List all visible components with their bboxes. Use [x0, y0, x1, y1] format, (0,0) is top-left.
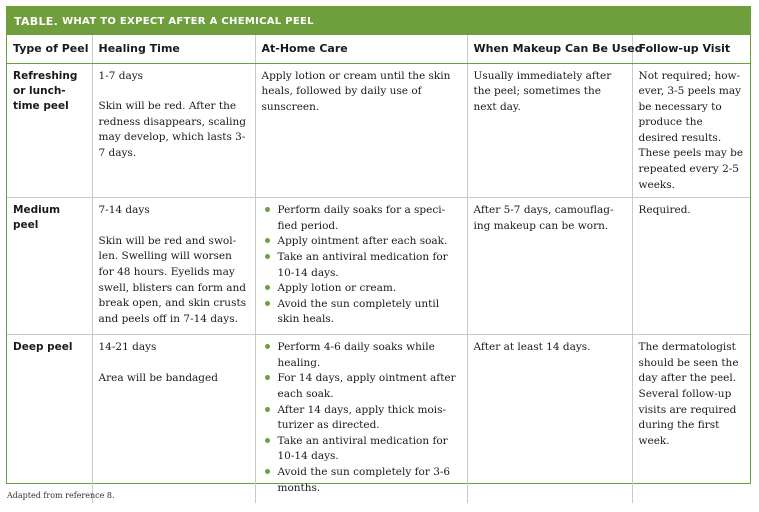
healing-cell	[92, 198, 255, 335]
care-list-item: Avoid the sun completely until skin heals.	[262, 297, 461, 328]
followup-cell: The dermatologist should be seen the day after the peel. Several follow-up visits are required during the first week.	[638, 341, 739, 447]
table-title-bar	[7, 7, 750, 35]
care-list-item: After 14 days, apply thick mois-turizer as directed.	[262, 403, 461, 434]
table-title-text: WHAT TO EXPECT AFTER A CHEMICAL PEEL	[62, 15, 314, 27]
care-list-item: For 14 days, apply ointment after each soak.	[262, 371, 461, 402]
table-frame	[6, 6, 751, 494]
healing-cell	[92, 335, 255, 503]
care-cell	[255, 198, 467, 335]
makeup-cell: After at least 14 days.	[467, 335, 632, 503]
care-list	[262, 203, 461, 328]
peel-type-cell: Medium peel	[7, 198, 92, 335]
healing-description: Area will be bandaged	[98, 371, 218, 384]
care-list-item: Apply ointment after each soak.	[262, 234, 461, 250]
followup-cell: Required.	[632, 198, 750, 335]
header-row	[7, 35, 750, 63]
footnote: Adapted from reference 8.	[7, 491, 115, 500]
peel-type-cell: Deep peel	[7, 335, 92, 503]
healing-duration: 1-7 days	[98, 69, 144, 82]
care-list-item: Take an antiviral medication for 10-14 days.	[262, 250, 461, 281]
healing-duration: 14-21 days	[98, 341, 157, 354]
peel-type-cell: Refreshing or lunch-time peel	[7, 63, 92, 198]
care-cell: Apply lotion or cream until the skin heals, followed by daily use of sunscreen.	[255, 63, 467, 198]
header-makeup: When Makeup Can Be Used	[467, 35, 632, 63]
care-list-item: Avoid the sun completely for 3-6 months.	[262, 465, 461, 496]
followup-cell: Not required; how-ever, 3-5 peels may be necessary to produce the desired results. These peels may be repeated every 2-5 weeks.	[632, 63, 750, 198]
makeup-cell: After 5-7 days, camouflag-ing makeup can be worn.	[467, 198, 632, 335]
table-title-label: TABLE.	[14, 14, 59, 28]
healing-cell	[92, 63, 255, 198]
care-list-item: Take an antiviral medication for 10-14 days.	[262, 434, 461, 465]
header-followup: Follow-up Visit	[632, 35, 750, 63]
care-cell	[255, 335, 467, 503]
care-list	[262, 340, 461, 496]
table-row	[7, 335, 750, 503]
care-list-item: Perform 4-6 daily soaks while healing.	[262, 340, 461, 371]
healing-duration: 7-14 days	[98, 204, 150, 217]
care-list-item: Apply lotion or cream.	[262, 281, 461, 297]
healing-description: Skin will be red. After the redness disappears, scaling may develop, which lasts 3-7 days.	[98, 100, 247, 159]
header-type: Type of Peel	[7, 35, 92, 63]
care-list-item: Perform daily soaks for a speci-fied period.	[262, 203, 461, 234]
header-healing: Healing Time	[92, 35, 255, 63]
header-care: At-Home Care	[255, 35, 467, 63]
table-row	[7, 63, 750, 198]
peel-table	[7, 35, 750, 503]
healing-description: Skin will be red and swol-len. Swelling will worsen for 48 hours. Eyelids may swell, blisters can form and break open, and skin crusts and peels off in 7-14 days.	[98, 234, 247, 325]
makeup-cell: Usually immediately after the peel; sometimes the next day.	[467, 63, 632, 198]
table-row	[7, 198, 750, 335]
